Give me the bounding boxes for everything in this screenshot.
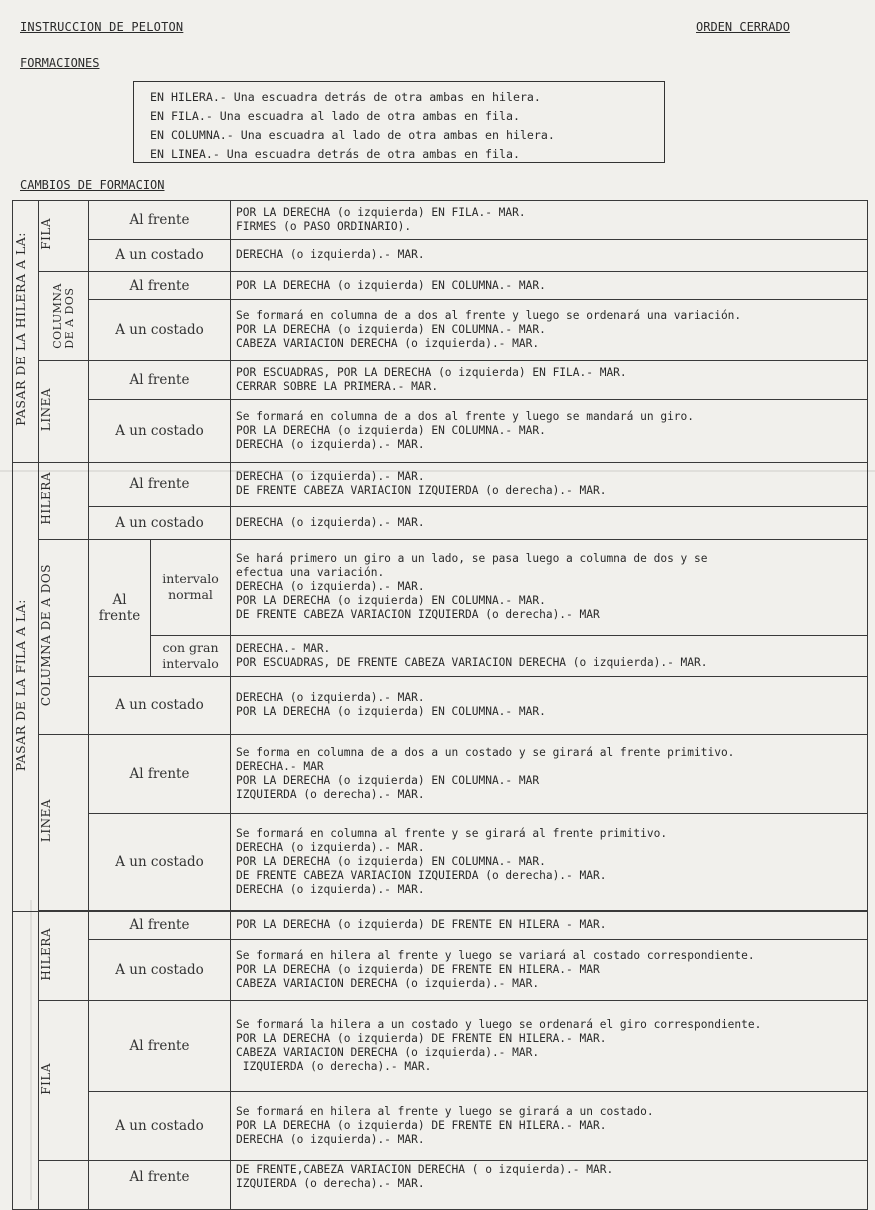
command-cell: POR LA DERECHA (o izquierda) EN FILA.- MAR. FIRMES (o PASO ORDINARIO). <box>231 201 868 240</box>
command-cell: Se formará en hilera al frente y luego se girará a un costado. POR LA DERECHA (o izquierda) DE FRENTE EN HILERA.- MAR. DERECHA (o izquierda).- MAR. <box>231 1092 868 1161</box>
subgroup-label: LINEA <box>39 798 53 843</box>
subgroup-columna-de-a-dos <box>39 539 89 735</box>
definition-fila: EN FILA.- Una escuadra al lado de otra ambas en fila. <box>150 109 520 123</box>
table-row <box>13 940 868 1001</box>
command-cell: DERECHA (o izquierda).- MAR. POR LA DERECHA (o izquierda) EN COLUMNA.- MAR. <box>231 676 868 735</box>
subgroup-linea <box>39 361 89 462</box>
subgroup-fila <box>39 1001 89 1161</box>
document-header-left: INSTRUCCION DE PELOTON <box>20 20 184 34</box>
table-row <box>13 911 868 939</box>
direction-label: A un costado <box>89 399 231 462</box>
command-cell: DE FRENTE,CABEZA VARIACION DERECHA ( o izquierda).- MAR. IZQUIERDA (o derecha).- MAR. <box>231 1161 868 1210</box>
table-row <box>13 201 868 240</box>
table-row <box>13 507 868 539</box>
table-row <box>13 300 868 361</box>
table-row <box>13 239 868 271</box>
direction-label: Al frente <box>89 911 231 939</box>
subgroup-label: HILERA <box>39 927 53 981</box>
command-cell: Se formará en columna de a dos al frente y luego se mandará un giro. POR LA DERECHA (o izquierda) EN COLUMNA.- MAR. DERECHA (o izquierda).- MAR. <box>231 399 868 462</box>
group-label-continued <box>13 911 39 1209</box>
section-title: FORMACIONES <box>20 56 100 70</box>
command-cell: Se hará primero un giro a un lado, se pasa luego a columna de dos y se efectua una variación. DERECHA (o izquierda).- MAR. POR LA DERECHA (o izquierda) EN COLUMNA.- MAR. DE FRENTE CABEZA VARIACION IZQUIERDA (o derecha).- MAR <box>231 539 868 635</box>
table-row <box>13 462 868 507</box>
command-cell: DERECHA (o izquierda).- MAR. <box>231 239 868 271</box>
subgroup-hilera <box>39 911 89 1000</box>
command-cell: Se formará la hilera a un costado y luego se ordenará el giro correspondiente. POR LA DERECHA (o izquierda) DE FRENTE EN HILERA.- MAR. CABEZA VARIACION DERECHA (o izquierda).- MAR. IZQUIERDA (o derecha).- MAR. <box>231 1001 868 1092</box>
command-cell: Se forma en columna de a dos a un costado y se girará al frente primitivo. DERECHA.- MAR POR LA DERECHA (o izquierda) EN COLUMNA.- MAR IZQUIERDA (o derecha).- MAR. <box>231 735 868 814</box>
group-label-text: PASAR DE LA HILERA A LA: <box>13 232 28 427</box>
definition-linea: EN LINEA.- Una escuadra detrás de otra ambas en fila. <box>150 147 520 161</box>
direction-label: Al frente <box>89 462 231 507</box>
subgroup-cut-off <box>39 1161 89 1210</box>
subgroup-fila <box>39 201 89 272</box>
group-label-text: PASAR DE LA FILA A LA: <box>13 598 28 771</box>
formation-changes-table <box>12 200 868 1210</box>
group-label-hilera <box>13 201 39 463</box>
table-row <box>13 271 868 299</box>
table-row <box>13 361 868 400</box>
direction-label: Al frente <box>89 1001 231 1092</box>
direction-label: Al frente <box>89 361 231 400</box>
direction-label: A un costado <box>89 239 231 271</box>
command-cell: POR LA DERECHA (o izquierda) EN COLUMNA.- MAR. <box>231 271 868 299</box>
direction-label: A un costado <box>89 300 231 361</box>
document-header-right: ORDEN CERRADO <box>696 20 790 34</box>
command-cell: Se formará en columna de a dos al frente y luego se ordenará una variación. POR LA DERECHA (o izquierda) EN COLUMNA.- MAR. CABEZA VARIACION DERECHA (o izquierda).- MAR. <box>231 300 868 361</box>
subgroup-hilera <box>39 462 89 539</box>
definition-columna: EN COLUMNA.- Una escuadra al lado de otra ambas en hilera. <box>150 128 555 142</box>
table-row <box>13 399 868 462</box>
table-row <box>13 1001 868 1092</box>
al-frente-label: Al frente <box>89 539 151 676</box>
command-cell: POR LA DERECHA (o izquierda) DE FRENTE EN HILERA - MAR. <box>231 911 868 939</box>
subgroup-label: COLUMNA DE A DOS <box>39 563 53 707</box>
definition-hilera: EN HILERA.- Una escuadra detrás de otra ambas en hilera. <box>150 90 541 104</box>
subgroup-label: LINEA <box>39 387 53 431</box>
table-row <box>13 676 868 735</box>
direction-label: Al frente <box>89 1161 231 1210</box>
table-row <box>13 814 868 910</box>
subgroup-label: FILA <box>39 218 53 250</box>
subgroup-label: HILERA <box>39 472 53 525</box>
group-label-fila <box>13 462 39 911</box>
subgroup-label: FILA <box>39 1062 53 1095</box>
direction-label: A un costado <box>89 814 231 910</box>
direction-label: Al frente <box>89 735 231 814</box>
command-cell: DERECHA (o izquierda).- MAR. DE FRENTE CABEZA VARIACION IZQUIERDA (o derecha).- MAR. <box>231 462 868 507</box>
command-cell: POR ESCUADRAS, POR LA DERECHA (o izquierda) EN FILA.- MAR. CERRAR SOBRE LA PRIMERA.- MAR. <box>231 361 868 400</box>
direction-label: A un costado <box>89 1092 231 1161</box>
definitions-box <box>133 81 665 163</box>
command-cell: DERECHA (o izquierda).- MAR. <box>231 507 868 539</box>
table-row <box>13 735 868 814</box>
command-cell: DERECHA.- MAR. POR ESCUADRAS, DE FRENTE CABEZA VARIACION DERECHA (o izquierda).- MAR. <box>231 635 868 676</box>
command-cell: Se formará en hilera al frente y luego se variará al costado correspondiente. POR LA DERECHA (o izquierda) DE FRENTE EN HILERA.- MAR CABEZA VARIACION DERECHA (o izquierda).- MAR. <box>231 940 868 1001</box>
direction-label: A un costado <box>89 940 231 1001</box>
direction-label: A un costado <box>89 676 231 735</box>
subgroup-label: COLUMNA DE A DOS <box>50 283 76 349</box>
command-cell: Se formará en columna al frente y se girará al frente primitivo. DERECHA (o izquierda).- MAR. POR LA DERECHA (o izquierda) EN COLUMNA.- MAR. DE FRENTE CABEZA VARIACION IZQUIERDA (o derecha).- MAR. DERECHA (o izquierda).- MAR. <box>231 814 868 910</box>
changes-title: CAMBIOS DE FORMACION <box>20 178 165 192</box>
subgroup-columna <box>39 271 89 360</box>
table-row <box>13 1092 868 1161</box>
interval-large-label: con gran intervalo <box>151 635 231 676</box>
table-row <box>13 539 868 635</box>
subgroup-linea <box>39 735 89 910</box>
interval-normal-label: intervalo normal <box>151 539 231 635</box>
direction-label: Al frente <box>89 201 231 240</box>
direction-label: A un costado <box>89 507 231 539</box>
table-row <box>13 1161 868 1210</box>
direction-label: Al frente <box>89 271 231 299</box>
